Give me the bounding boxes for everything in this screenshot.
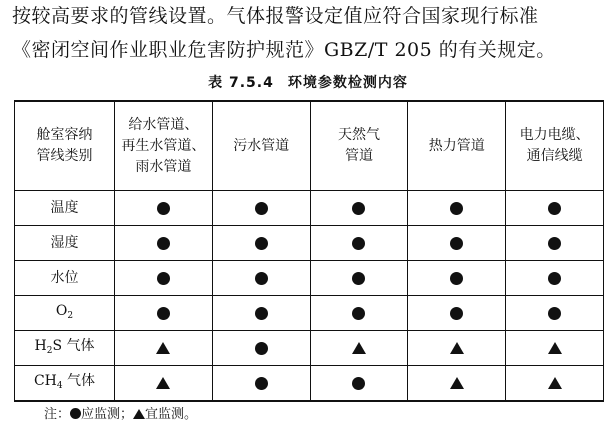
filled-triangle-icon bbox=[450, 342, 464, 354]
filled-triangle-icon bbox=[352, 342, 366, 354]
filled-circle-icon bbox=[352, 307, 365, 320]
mark-cell bbox=[310, 331, 408, 366]
mark-cell bbox=[506, 296, 604, 331]
column-header-line: 电力电缆、 bbox=[519, 127, 590, 143]
filled-triangle-icon bbox=[156, 377, 170, 389]
mark-cell bbox=[408, 331, 506, 366]
filled-circle-icon bbox=[548, 202, 561, 215]
mark-cell bbox=[212, 226, 310, 261]
filled-circle-icon bbox=[157, 272, 170, 285]
mark-cell bbox=[310, 226, 408, 261]
table-note bbox=[44, 406, 197, 424]
row-label bbox=[15, 331, 115, 366]
mark-cell bbox=[212, 331, 310, 366]
filled-circle-icon bbox=[352, 237, 365, 250]
corner-label-line: 管线类别 bbox=[36, 148, 93, 164]
header-corner-cell bbox=[15, 101, 115, 191]
filled-triangle-icon bbox=[450, 377, 464, 389]
corner-label-line: 舱室容纳 bbox=[36, 127, 93, 143]
table-row bbox=[15, 191, 604, 226]
table-header-row bbox=[15, 101, 604, 191]
mark-cell bbox=[115, 331, 213, 366]
column-header-line: 给水管道、 bbox=[128, 116, 199, 133]
column-header-line: 通信线缆 bbox=[526, 148, 583, 164]
table-row bbox=[15, 226, 604, 261]
mark-cell bbox=[506, 191, 604, 226]
filled-circle-icon bbox=[548, 307, 561, 320]
mark-cell bbox=[212, 261, 310, 296]
mark-cell bbox=[115, 261, 213, 296]
mark-cell bbox=[115, 191, 213, 226]
table-row bbox=[15, 366, 604, 402]
mark-cell bbox=[310, 191, 408, 226]
filled-circle-icon bbox=[157, 307, 170, 320]
filled-triangle-icon bbox=[548, 342, 562, 354]
filled-circle-icon bbox=[548, 272, 561, 285]
filled-circle-icon bbox=[352, 202, 365, 215]
filled-circle-icon bbox=[157, 237, 170, 250]
filled-circle-icon bbox=[255, 202, 268, 215]
filled-circle-icon bbox=[450, 202, 463, 215]
mark-cell bbox=[310, 296, 408, 331]
mark-cell bbox=[408, 191, 506, 226]
row-label-subscript: 2 bbox=[67, 310, 74, 321]
table-number: 表 7.5.4 bbox=[208, 75, 274, 91]
row-label bbox=[15, 366, 115, 402]
row-label: 水位 bbox=[15, 261, 115, 296]
mark-cell bbox=[408, 296, 506, 331]
mark-cell bbox=[115, 226, 213, 261]
mark-cell bbox=[115, 296, 213, 331]
filled-circle-icon bbox=[352, 272, 365, 285]
mark-cell bbox=[212, 191, 310, 226]
row-label-main: H bbox=[34, 337, 47, 354]
paragraph-line-2: 《密闭空间作业职业危害防护规范》GBZ/T 205 的有关规定。 bbox=[12, 39, 556, 61]
row-label-subscript: 2 bbox=[46, 345, 53, 356]
column-header-4 bbox=[408, 101, 506, 191]
filled-circle-icon bbox=[352, 377, 365, 390]
row-label: 温度 bbox=[15, 191, 115, 226]
mark-cell bbox=[115, 366, 213, 402]
table-row bbox=[15, 331, 604, 366]
column-header-line: 管道 bbox=[344, 148, 373, 164]
mark-cell bbox=[506, 226, 604, 261]
mark-cell bbox=[506, 331, 604, 366]
row-label-suffix: S 气体 bbox=[52, 337, 95, 354]
row-label-subscript: 4 bbox=[56, 380, 63, 391]
note-prefix: 注： bbox=[44, 407, 71, 422]
mark-cell bbox=[310, 261, 408, 296]
paragraph-line-1: 按较高要求的管线设置。气体报警设定值应符合国家现行标准 bbox=[12, 5, 539, 27]
filled-circle-icon bbox=[255, 377, 268, 390]
filled-circle-icon bbox=[157, 202, 170, 215]
column-header-line: 天然气 bbox=[337, 127, 380, 143]
table-row bbox=[15, 261, 604, 296]
filled-triangle-icon bbox=[156, 342, 170, 354]
mark-cell bbox=[310, 366, 408, 402]
column-header-line: 热力管道 bbox=[428, 137, 485, 154]
filled-circle-icon bbox=[450, 272, 463, 285]
table-title: 环境参数检测内容 bbox=[287, 75, 408, 91]
filled-triangle-icon bbox=[133, 409, 145, 419]
filled-circle-icon bbox=[70, 408, 81, 419]
column-header-5 bbox=[506, 101, 604, 191]
note-dot-text: 应监测； bbox=[81, 407, 134, 422]
row-label bbox=[15, 296, 115, 331]
note-tri-text: 宜监测。 bbox=[145, 407, 198, 422]
mark-cell bbox=[212, 366, 310, 402]
mark-cell bbox=[506, 366, 604, 402]
filled-circle-icon bbox=[450, 237, 463, 250]
column-header-3 bbox=[310, 101, 408, 191]
filled-triangle-icon bbox=[548, 377, 562, 389]
filled-circle-icon bbox=[255, 237, 268, 250]
filled-circle-icon bbox=[255, 272, 268, 285]
environment-parameters-table bbox=[14, 100, 604, 402]
row-label-main: CH bbox=[33, 372, 57, 389]
mark-cell bbox=[408, 226, 506, 261]
filled-circle-icon bbox=[255, 307, 268, 320]
mark-cell bbox=[408, 261, 506, 296]
column-header-line: 污水管道 bbox=[233, 137, 290, 154]
mark-cell bbox=[506, 261, 604, 296]
column-header-line: 雨水管道 bbox=[135, 158, 192, 175]
row-label-suffix: 气体 bbox=[62, 372, 96, 389]
mark-cell bbox=[408, 366, 506, 402]
table-row bbox=[15, 296, 604, 331]
filled-circle-icon bbox=[255, 342, 268, 355]
column-header-line: 再生水管道、 bbox=[121, 137, 206, 154]
table-caption bbox=[0, 74, 616, 92]
row-label-main: O bbox=[55, 302, 68, 319]
mark-cell bbox=[212, 296, 310, 331]
row-label: 湿度 bbox=[15, 226, 115, 261]
filled-circle-icon bbox=[450, 307, 463, 320]
filled-circle-icon bbox=[548, 237, 561, 250]
column-header-2 bbox=[212, 101, 310, 191]
column-header-1 bbox=[115, 101, 213, 191]
